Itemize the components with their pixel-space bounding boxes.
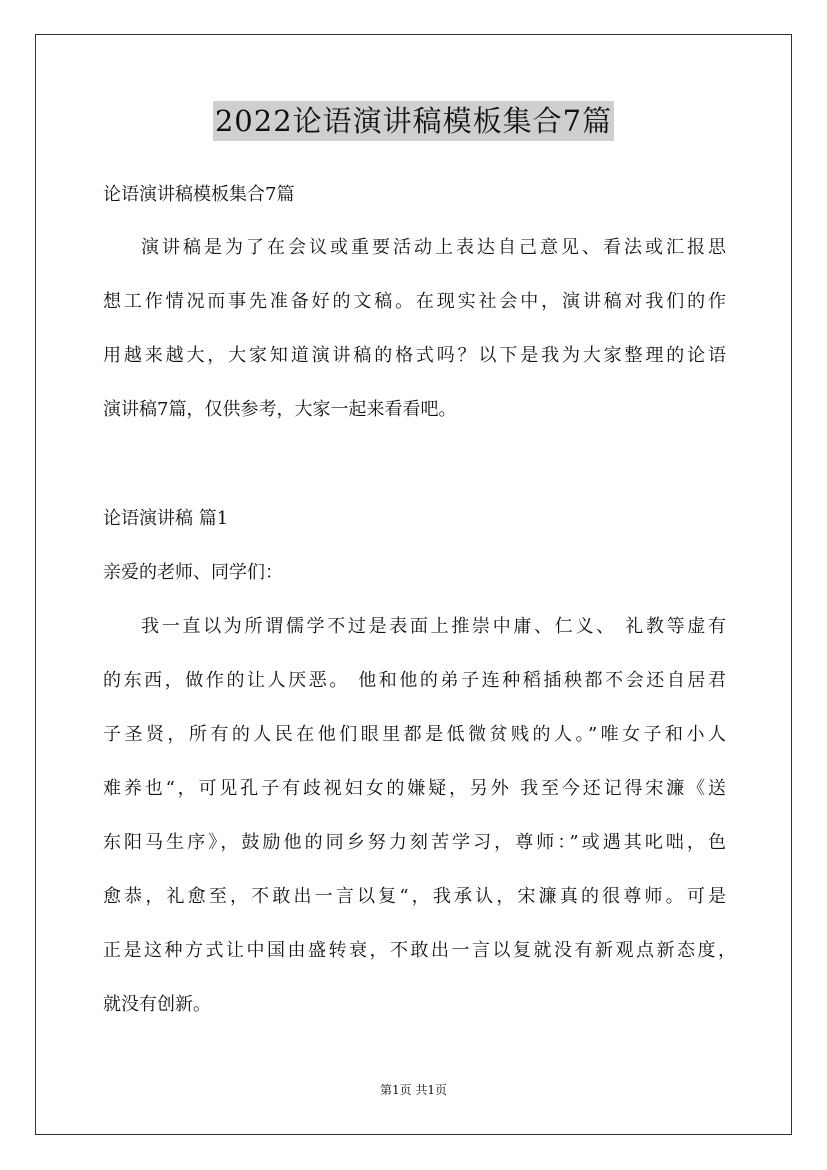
body-line-6: 愈恭，礼愈至，不敢出一言以复“，我承认，宋濂真的很尊师。可是: [103, 886, 726, 907]
body-line-4: 难养也“，可见孔子有歧视妇女的嫌疑，另外 我至今还记得宋濂《送: [103, 778, 726, 799]
intro-line-2: 想工作情况而事先准备好的文稿。在现实社会中，演讲稿对我们的作: [103, 291, 726, 312]
body-line-2: 的东西，做作的让人厌恶。 他和他的弟子连种稻插秧都不会还自居君: [103, 670, 726, 691]
body-line-3: 子圣贤，所有的人民在他们眼里都是低微贫贱的人。”唯女子和小人: [103, 724, 726, 745]
body-line-7: 正是这种方式让中国由盛转衰，不敢出一言以复就没有新观点新态度，: [103, 940, 736, 961]
body-line-1: 我一直以为所谓儒学不过是表面上推崇中庸、仁义、 礼教等虚有: [141, 616, 726, 637]
title-container: [0, 101, 827, 141]
page-footer: 第1页 共1页: [379, 1083, 448, 1097]
salutation: 亲爱的老师、同学们：: [103, 562, 283, 583]
intro-line-4: 演讲稿7篇，仅供参考，大家一起来看看吧。: [103, 399, 457, 420]
body-line-8: 就没有创新。: [103, 994, 211, 1015]
section-heading: 论语演讲稿 篇1: [103, 508, 229, 529]
intro-line-3: 用越来越大，大家知道演讲稿的格式吗？以下是我为大家整理的论语: [103, 345, 726, 366]
intro-line-1: 演讲稿是为了在会议或重要活动上表达自己意见、看法或汇报思: [141, 237, 726, 258]
body-line-5: 东阳马生序》，鼓励他的同乡努力刻苦学习，尊师：”或遇其叱咄，色: [103, 832, 726, 853]
document-title: 2022论语演讲稿模板集合7篇: [213, 101, 614, 141]
document-subtitle: 论语演讲稿模板集合7篇: [103, 184, 295, 205]
